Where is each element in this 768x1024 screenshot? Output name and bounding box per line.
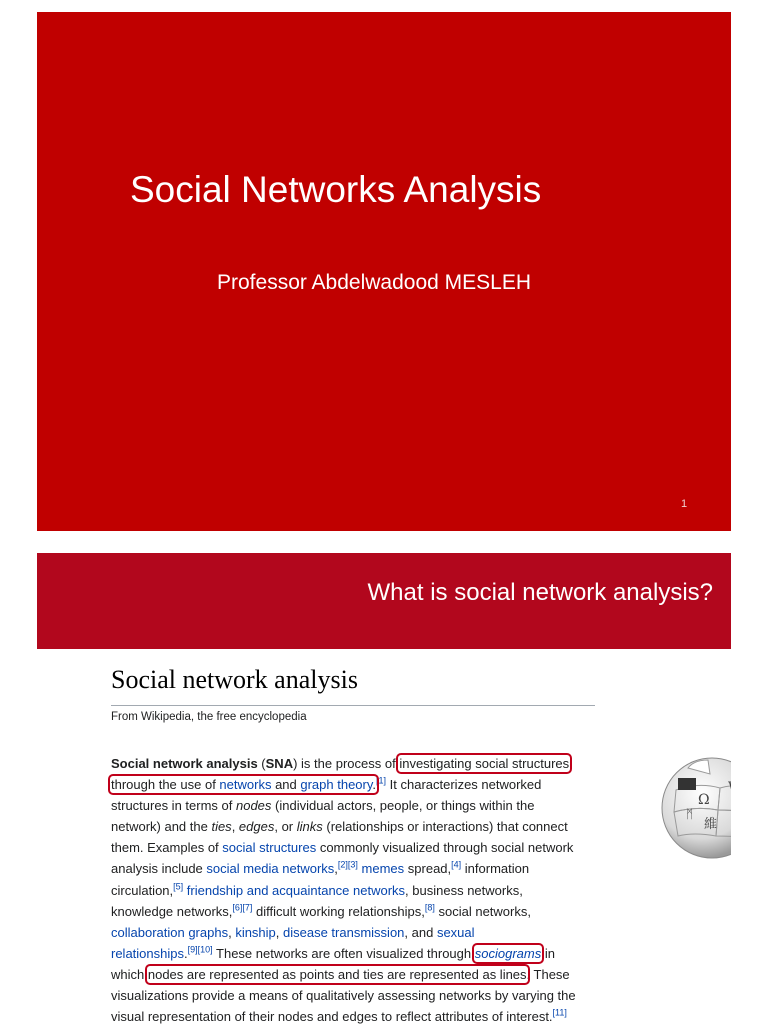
link-memes[interactable]: memes: [361, 861, 405, 877]
text: network) and the: [111, 819, 212, 835]
link-graph-theory[interactable]: graph theory: [300, 777, 373, 793]
text: (relationships or interactions) that connect: [322, 819, 568, 835]
text-line: [111, 837, 601, 858]
text: These networks are often visualized through: [212, 945, 475, 961]
slide-heading: What is social network analysis?: [367, 579, 713, 606]
slide-header: [37, 553, 731, 649]
text: . These: [526, 966, 570, 982]
link-networks[interactable]: networks: [219, 777, 272, 793]
text-line: [111, 795, 601, 816]
wiki-article-body: [111, 753, 601, 1024]
slide-subtitle: Professor Abdelwadood MESLEH: [217, 271, 532, 294]
text: ,: [231, 819, 239, 835]
wikipedia-excerpt: [98, 649, 745, 1024]
citation[interactable]: [9][10]: [187, 944, 213, 955]
highlight-box: [111, 777, 376, 792]
term-italic: ties: [211, 819, 232, 835]
content-slide: [37, 553, 745, 1024]
page-number: 1: [681, 498, 688, 510]
citation[interactable]: [8]: [424, 902, 435, 913]
link-kinship[interactable]: kinship: [235, 924, 276, 940]
text-line: [111, 858, 601, 879]
link-sociograms[interactable]: sociograms: [474, 945, 542, 961]
wiki-source-line: From Wikipedia, the free encyclopedia: [111, 711, 307, 723]
text: ) is the process of: [293, 756, 396, 771]
text-line: [111, 753, 601, 774]
term-italic: links: [296, 819, 323, 835]
term-bold: Social network analysis: [111, 756, 258, 771]
title-slide: [37, 12, 731, 531]
text: , and: [404, 924, 437, 940]
highlight-box: nodes are represented as points and ties are represented as lines: [147, 966, 527, 982]
text: social networks,: [434, 903, 531, 919]
text: .: [372, 777, 377, 793]
slide-title: Social Networks Analysis: [130, 169, 542, 210]
text: difficult working relationships,: [252, 903, 425, 919]
text: commonly visualized through social network: [316, 840, 574, 856]
svg-text:ᛗ: ᛗ: [686, 807, 694, 821]
link-sexual-relationships[interactable]: sexual: [436, 924, 475, 940]
text-line: [111, 922, 601, 943]
text: (: [257, 756, 266, 771]
text: information: [461, 861, 530, 877]
text: circulation,: [111, 882, 174, 898]
text-line: [111, 901, 601, 922]
link-friendship-networks[interactable]: friendship and acquaintance networks: [186, 882, 406, 898]
citation[interactable]: [5]: [173, 881, 184, 892]
term-bold: SNA: [265, 756, 294, 771]
text: and: [271, 777, 301, 793]
link-sexual-relationships[interactable]: relationships: [111, 945, 184, 961]
citation[interactable]: [6][7]: [232, 902, 253, 913]
text-line: [111, 985, 601, 1006]
term-italic: edges: [238, 819, 275, 835]
text: (individual actors, people, or things within the: [271, 798, 535, 814]
text: visual representation of their nodes and edges to reflect attributes of interest.: [111, 1009, 553, 1024]
link-social-structures[interactable]: social structures: [222, 840, 317, 856]
link-collaboration-graphs[interactable]: collaboration graphs: [111, 924, 229, 940]
svg-text:W: W: [728, 780, 743, 796]
text: visualizations provide a means of qualitatively assessing networks by varying the: [111, 988, 576, 1004]
text-line: [111, 964, 601, 985]
text: , or: [274, 819, 297, 835]
svg-text:維: 維: [704, 817, 718, 832]
link-disease-transmission[interactable]: disease transmission: [283, 924, 405, 940]
citation[interactable]: [1]: [376, 775, 387, 786]
citation[interactable]: [2][3]: [337, 860, 358, 871]
text-line: [111, 774, 601, 795]
text: which: [111, 966, 148, 982]
title-divider: [111, 705, 595, 706]
text: ,: [228, 924, 236, 940]
text-line: [111, 943, 601, 964]
text-line: [111, 1006, 601, 1024]
highlight-box: investigating social structures: [399, 756, 570, 771]
text: , business networks,: [405, 882, 523, 898]
svg-text:Ω: Ω: [698, 792, 710, 808]
text: It characterizes networked: [386, 777, 542, 793]
text: analysis include: [111, 861, 207, 877]
text: structures in terms of: [111, 798, 236, 814]
text: ,: [275, 924, 284, 940]
text-line: [111, 816, 601, 837]
wiki-article-title: Social network analysis: [111, 665, 358, 694]
wikipedia-globe-icon: Ω W И 維 ᛗ ว: [658, 752, 731, 860]
text: through the use of: [111, 777, 220, 793]
text: spread,: [404, 861, 452, 877]
link-social-media-networks[interactable]: social media networks: [206, 861, 335, 877]
citation[interactable]: [4]: [451, 860, 462, 871]
text: in: [541, 945, 555, 961]
text-line: [111, 880, 601, 901]
text: ,: [334, 861, 338, 877]
term-italic: nodes: [235, 798, 272, 814]
text: .: [184, 945, 188, 961]
citation[interactable]: [11]: [552, 1007, 567, 1018]
text: them. Examples of: [111, 840, 223, 856]
text: knowledge networks,: [111, 903, 233, 919]
